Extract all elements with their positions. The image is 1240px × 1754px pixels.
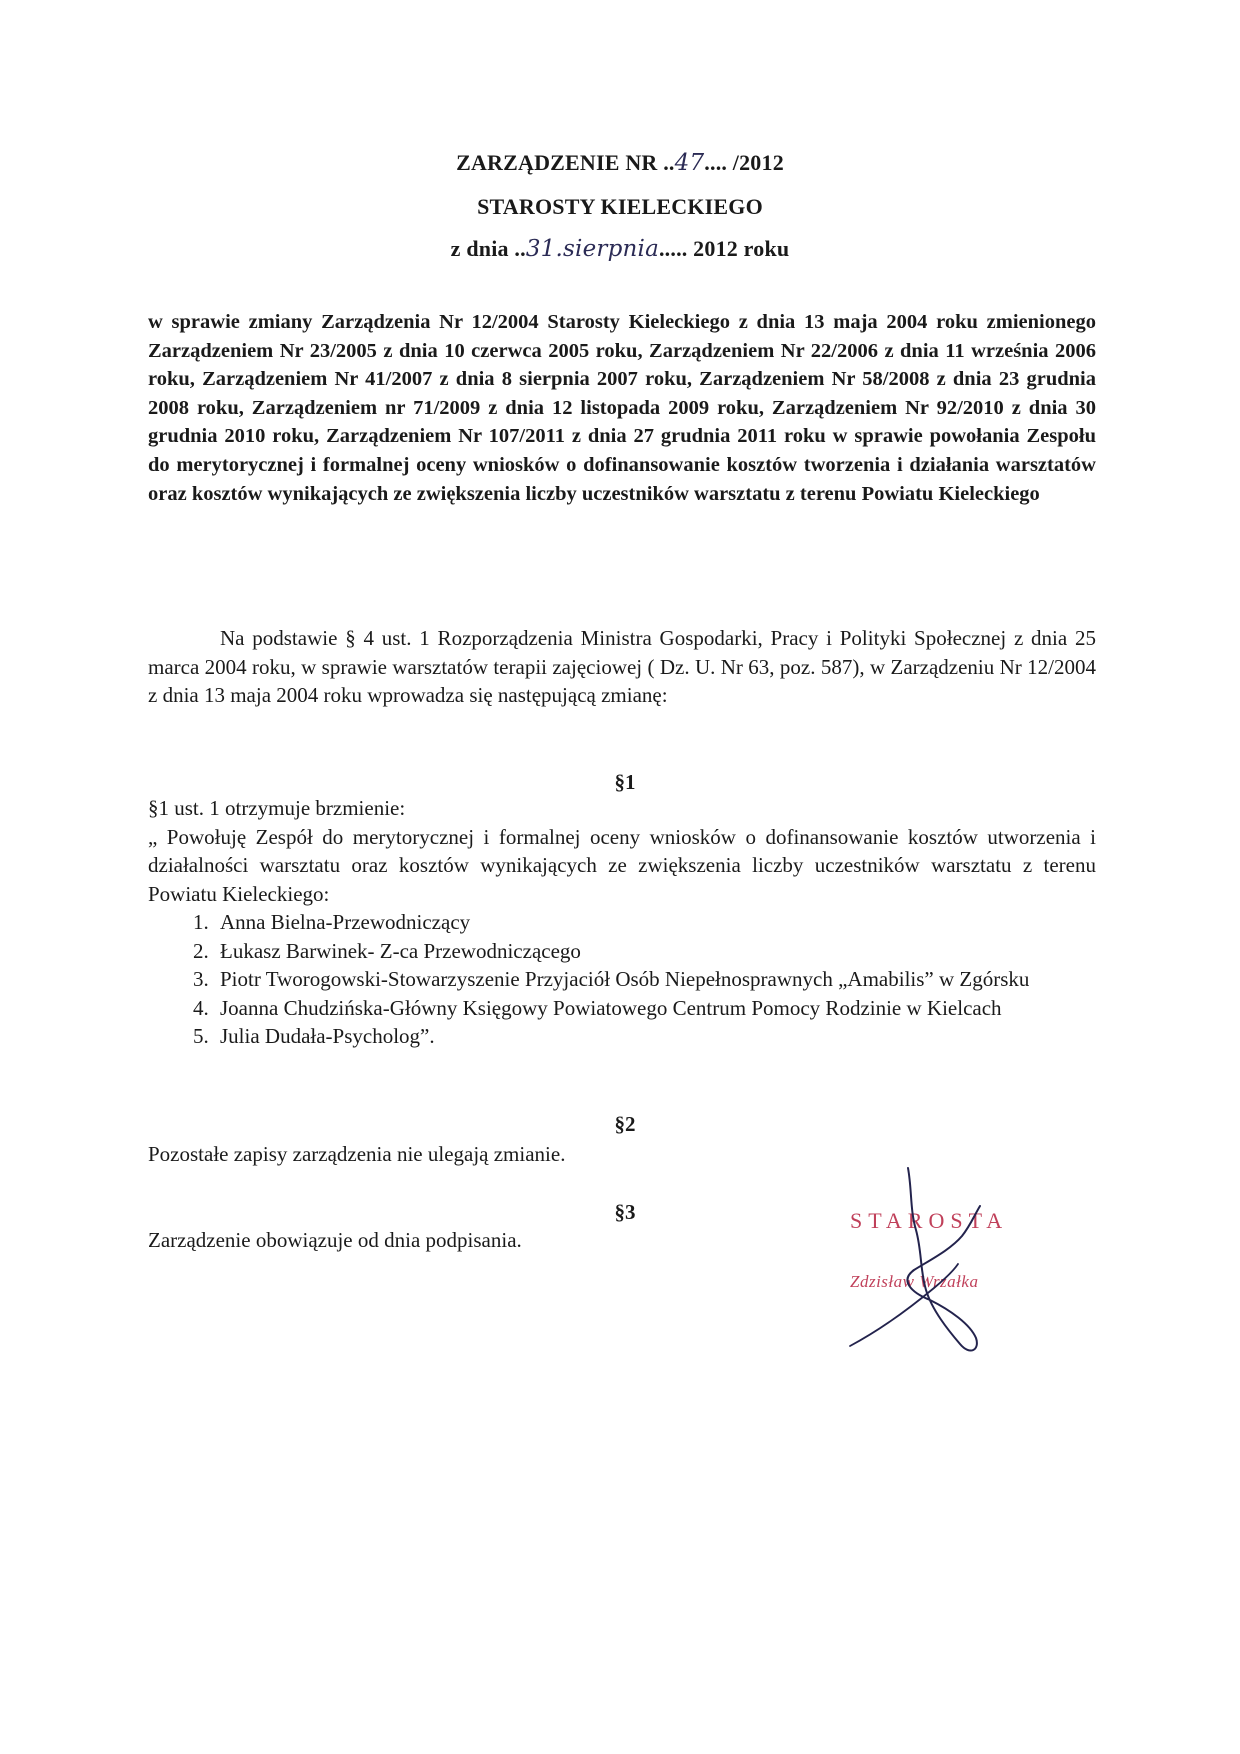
section-3-text: Zarządzenie obowiązuje od dnia podpisania. xyxy=(148,1228,522,1252)
members-list xyxy=(148,908,1096,1051)
list-item: 4. Joanna Chudzińska-Główny Księgowy Powiatowego Centrum Pomocy Rodzinie w Kielcach xyxy=(214,994,1096,1023)
handwritten-date: 31.sierpnia xyxy=(525,236,659,262)
list-item: 2. Łukasz Barwinek- Z-ca Przewodniczącego xyxy=(214,937,1096,966)
list-item: 1. Anna Bielna-Przewodniczący xyxy=(214,908,1096,937)
stamp-title: STAROSTA xyxy=(850,1208,1009,1233)
handwritten-number: 47 xyxy=(674,150,705,176)
list-item: 3. Piotr Tworogowski-Stowarzyszenie Przyjaciół Osób Niepełnosprawnych „Amabilis” w Zgórsku xyxy=(214,965,1096,994)
date-line: z dnia ..31.sierpnia..... 2012 roku xyxy=(450,236,790,262)
section-1-line2: „ Powołuję Zespół do merytorycznej i formalnej oceny wniosków o dofinansowanie kosztów utworzenia i działalności warsztatu oraz kosztów wynikających ze zwiększenia liczby uczestników warsztatu z terenu Powiatu Kieleckiego: xyxy=(148,824,1096,906)
section-1-heading: §1 xyxy=(614,770,636,794)
legal-basis-paragraph: Na podstawie § 4 ust. 1 Rozporządzenia Ministra Gospodarki, Pracy i Polityki Społecznej z dnia 25 marca 2004 roku, w sprawie warsztatów terapii zajęciowej ( Dz. U. Nr 63, poz. 587), w Zarządzeniu Nr 12/2004 z dnia 13 maja 2004 roku wprowadza się następującą zmianę: xyxy=(148,626,1096,707)
section-1-body xyxy=(148,794,1096,1051)
official-stamp xyxy=(830,1160,1060,1360)
list-item: 5. Julia Dudała-Psycholog”. xyxy=(214,1022,1096,1051)
handwritten-signature xyxy=(830,1160,1060,1360)
section-1-line1: §1 ust. 1 otrzymuje brzmienie: xyxy=(148,796,406,820)
stamp-name: Zdzisław Wrzałka xyxy=(850,1272,979,1291)
section-2-heading: §2 xyxy=(614,1112,636,1136)
section-2-text: Pozostałe zapisy zarządzenia nie ulegają zmianie. xyxy=(148,1142,566,1166)
issuer-title: STAROSTY KIELECKIEGO xyxy=(477,194,763,219)
subject-paragraph: w sprawie zmiany Zarządzenia Nr 12/2004 Starosty Kieleckiego z dnia 13 maja 2004 roku zmienionego Zarządzeniem Nr 23/2005 z dnia 10 czerwca 2005 roku, Zarządzeniem Nr 22/2006 z dnia 11 września 2006 roku, Zarządzeniem Nr 41/2007 z dnia 8 sierpnia 2007 roku, Zarządzeniem Nr 58/2008 z dnia 23 grudnia 2008 roku, Zarządzeniem nr 71/2009 z dnia 12 listopada 2009 roku, Zarządzeniem Nr 92/2010 z dnia 30 grudnia 2010 roku, Zarządzeniem Nr 107/2011 z dnia 27 grudnia 2011 roku w sprawie powołania Zespołu do merytorycznej i formalnej oceny wniosków o dofinansowanie kosztów tworzenia i działania warsztatów oraz kosztów wynikających ze zwiększenia liczby uczestników warsztatu z terenu Powiatu Kieleckiego xyxy=(148,311,1096,505)
section-3-heading: §3 xyxy=(614,1200,636,1224)
ordinance-number-title: ZARZĄDZENIE NR ..47.... /2012 xyxy=(456,150,784,176)
